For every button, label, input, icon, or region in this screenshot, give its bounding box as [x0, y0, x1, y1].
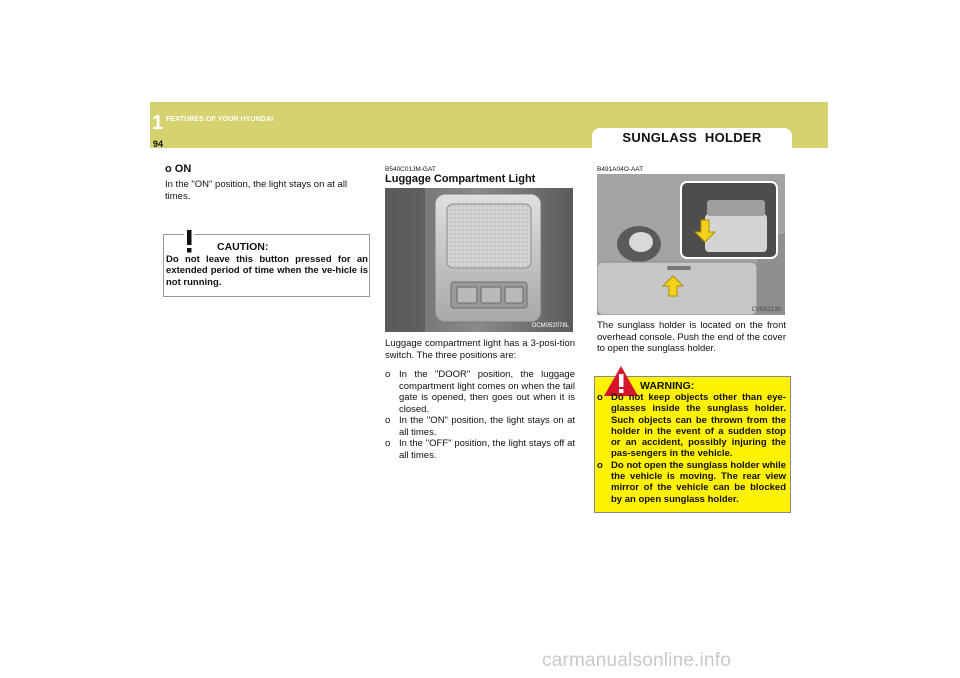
sunglass-holder-photo — [597, 174, 785, 315]
on-position-text: In the "ON" position, the light stays on at all times. — [165, 179, 348, 202]
exclamation-triangle-icon — [172, 225, 206, 255]
luggage-photo-caption: OCM052078L — [531, 323, 569, 329]
caution-text: Do not leave this button pressed for an extended period of time when the ve-hicle is not running. — [166, 254, 368, 288]
list-item: o In the "ON" position, the light stays on at all times. — [385, 415, 575, 438]
sunglass-holder-code: B491A04O-AAT — [597, 166, 644, 173]
chapter-title: FEATURES OF YOUR HYUNDAI — [166, 116, 274, 123]
luggage-light-code: B540C01JM-GAT — [385, 166, 436, 173]
on-position-heading: o ON — [165, 163, 192, 175]
chapter-number: 1 — [152, 112, 164, 134]
section-title: SUNGLASS HOLDER — [622, 130, 762, 145]
list-item: o In the "OFF" position, the light stays off at all times. — [385, 438, 575, 461]
sunglass-holder-text: The sunglass holder is located on the front overhead console. Push the end of the cover to open the sunglass holder. — [597, 320, 786, 354]
warning-list — [597, 392, 786, 505]
warning-title: WARNING: — [640, 380, 695, 392]
watermark: carmanualsonline.info — [542, 650, 732, 671]
list-item: o Do not open the sunglass holder while the vehicle is moving. The rear view mirror of the vehicle can be blocked by an open sunglass holder. — [597, 459, 786, 505]
list-item: o In the "DOOR" position, the luggage compartment light comes on when the tail gate is opened, then goes out when it is closed. — [385, 369, 575, 415]
page-number: 94 — [153, 139, 164, 149]
caution-title: CAUTION: — [217, 241, 269, 253]
luggage-light-intro: Luggage compartment light has a 3-posi-tion switch. The three positions are: — [385, 338, 575, 361]
luggage-light-photo — [385, 188, 573, 332]
list-item: o Do not keep objects other than eye-glasses inside the sunglass holder. Such objects can be thrown from the holder in the event of a sudden stop or an accident, possibly injuring the pas-sengers in the vehicle. — [597, 392, 786, 460]
luggage-position-list — [385, 369, 575, 461]
sunglass-photo-caption: CM052130 — [751, 307, 781, 313]
luggage-light-heading: Luggage Compartment Light — [385, 173, 536, 185]
